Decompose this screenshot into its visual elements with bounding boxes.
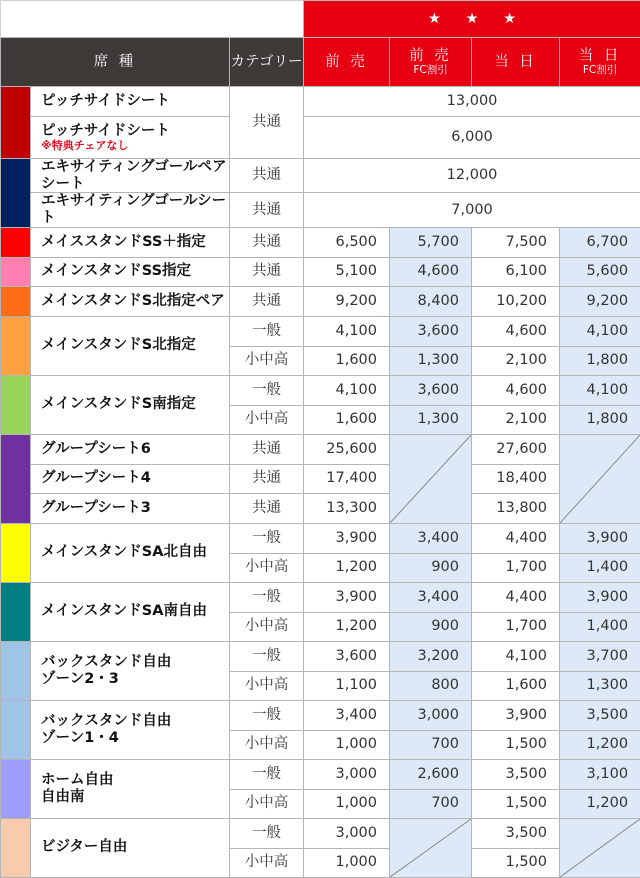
price-cell: 4,100 [304,316,390,346]
category-cell: 共通 [230,159,304,193]
price-cell: 1,400 [560,553,640,582]
col-header-sameday-label: 当 日 [494,54,537,70]
seat-zone: ゾーン1・4 [41,730,119,746]
seat-name: ピッチサイドシート [31,87,230,117]
price-cell: 3,600 [304,641,390,671]
price-cell: 1,300 [390,346,472,375]
seat-name: グループシート6 [31,434,230,464]
table-row [1,375,640,405]
seat-name: メイススタンドSS＋指定 [31,227,230,257]
price-cell: 4,400 [472,523,560,553]
not-applicable-cell [390,434,472,523]
price-cell: 1,600 [472,671,560,700]
category-cell: 一般 [230,759,304,789]
diagonal-slash-icon [390,435,471,523]
price-cell: 1,700 [472,553,560,582]
col-header-advance-fc [390,38,472,87]
price-cell: 1,000 [304,848,390,877]
price-cell: 7,000 [304,193,640,227]
seat-name: エキサイティングゴールペアシート [31,159,230,193]
table-row [1,193,640,227]
category-cell: 一般 [230,641,304,671]
col-header-sameday-fc-label: 当 日 [579,48,622,64]
price-cell: 1,100 [304,671,390,700]
stars-rating: ★ ★ ★ [304,1,640,38]
category-cell: 共通 [230,193,304,227]
col-header-sameday-fc-sub: FC割引 [560,64,640,76]
price-cell: 3,900 [560,582,640,612]
not-applicable-cell [390,818,472,877]
color-swatch-group [1,434,31,523]
price-cell: 4,600 [472,375,560,405]
price-cell: 3,900 [304,523,390,553]
col-header-advance-fc-sub: FC割引 [390,64,471,76]
price-cell: 1,300 [390,405,472,434]
table-row [1,523,640,553]
diagonal-slash-icon [390,819,471,877]
price-cell: 1,200 [560,730,640,759]
color-swatch-pitchside [1,87,31,159]
price-cell: 4,600 [390,257,472,286]
price-cell: 3,500 [560,700,640,730]
price-cell: 3,000 [304,818,390,848]
category-cell: 小中高 [230,346,304,375]
seat-name: ピッチサイドシート [41,123,170,139]
price-cell: 10,200 [472,286,560,316]
table-row [1,316,640,346]
category-cell: 小中高 [230,553,304,582]
price-cell: 3,100 [560,759,640,789]
price-cell: 3,000 [390,700,472,730]
color-swatch-back-23 [1,641,31,700]
price-cell: 3,600 [390,375,472,405]
price-cell: 9,200 [560,286,640,316]
price-cell: 1,800 [560,346,640,375]
price-cell: 3,400 [304,700,390,730]
category-cell: 小中高 [230,789,304,818]
price-cell: 1,500 [472,730,560,759]
price-cell: 4,400 [472,582,560,612]
category-cell: 共通 [230,87,304,159]
category-header: カテゴリー [230,38,304,87]
table-row [1,227,640,257]
price-cell: 5,600 [560,257,640,286]
color-swatch-s-south [1,375,31,434]
price-cell: 9,200 [304,286,390,316]
price-cell: 6,500 [304,227,390,257]
header-blank [1,1,304,38]
table-row [1,117,640,159]
category-cell: 小中高 [230,612,304,641]
category-cell: 共通 [230,434,304,464]
seat-name: メインスタンドS北指定 [31,316,230,375]
col-header-advance [304,38,390,87]
price-cell: 8,400 [390,286,472,316]
price-cell: 4,100 [304,375,390,405]
seat-name-cell [31,759,230,818]
seat-name: グループシート3 [31,493,230,523]
price-cell: 3,900 [472,700,560,730]
price-cell: 700 [390,730,472,759]
category-cell: 共通 [230,464,304,493]
seat-zone: 自由南 [41,789,85,805]
category-cell: 一般 [230,818,304,848]
seat-name: バックスタンド自由 [41,713,171,729]
price-cell: 700 [390,789,472,818]
color-swatch-s-north-pair [1,286,31,316]
seat-name: メインスタンドSS指定 [31,257,230,286]
price-cell: 900 [390,612,472,641]
seat-zone: ゾーン2・3 [41,671,119,687]
col-header-sameday [472,38,560,87]
color-swatch-ss [1,257,31,286]
price-cell: 17,400 [304,464,390,493]
seat-name: メインスタンドS南指定 [31,375,230,434]
price-cell: 25,600 [304,434,390,464]
price-cell: 1,300 [560,671,640,700]
category-cell: 共通 [230,227,304,257]
price-cell: 18,400 [472,464,560,493]
color-swatch-exciting [1,159,31,228]
price-cell: 5,100 [304,257,390,286]
price-cell: 3,500 [472,759,560,789]
price-cell: 13,800 [472,493,560,523]
price-cell: 3,400 [390,523,472,553]
price-cell: 3,900 [560,523,640,553]
color-swatch-sa-north [1,523,31,582]
table-row [1,464,640,493]
price-cell: 3,400 [390,582,472,612]
price-cell: 1,800 [560,405,640,434]
not-applicable-cell [560,434,640,523]
category-cell: 共通 [230,493,304,523]
price-cell: 1,000 [304,789,390,818]
category-cell: 共通 [230,257,304,286]
table-row [1,493,640,523]
price-cell: 1,000 [304,730,390,759]
seat-name: バックスタンド自由 [41,654,171,670]
table-row [1,818,640,848]
price-cell: 1,500 [472,789,560,818]
price-cell: 4,100 [560,375,640,405]
color-swatch-back-14 [1,700,31,759]
color-swatch-visitor [1,818,31,877]
price-cell: 3,200 [390,641,472,671]
color-swatch-sa-south [1,582,31,641]
price-cell: 1,600 [304,405,390,434]
price-cell: 3,500 [472,818,560,848]
price-cell: 5,700 [390,227,472,257]
table-row [1,700,640,730]
seat-name: メインスタンドSA南自由 [31,582,230,641]
not-applicable-cell [560,818,640,877]
table-row [1,87,640,117]
seat-name: メインスタンドS北指定ペア [31,286,230,316]
price-cell: 2,100 [472,346,560,375]
price-cell: 12,000 [304,159,640,193]
category-cell: 一般 [230,375,304,405]
header-row-columns [1,38,640,87]
color-swatch-home [1,759,31,818]
price-cell: 900 [390,553,472,582]
price-cell: 1,200 [560,789,640,818]
seat-name-cell [31,641,230,700]
category-cell: 小中高 [230,405,304,434]
category-cell: 共通 [230,286,304,316]
color-swatch-ss-plus [1,227,31,257]
category-cell: 小中高 [230,848,304,877]
price-cell: 1,400 [560,612,640,641]
category-cell: 小中高 [230,671,304,700]
seat-type-header: 席 種 [1,38,230,87]
category-cell: 小中高 [230,730,304,759]
price-cell: 6,700 [560,227,640,257]
table-row [1,582,640,612]
diagonal-slash-icon [560,435,640,523]
price-cell: 3,700 [560,641,640,671]
table-row [1,759,640,789]
col-header-sameday-fc [560,38,640,87]
price-cell: 2,100 [472,405,560,434]
price-cell: 4,100 [560,316,640,346]
table-row [1,286,640,316]
price-cell: 6,100 [472,257,560,286]
col-header-advance-fc-label: 前 売 [409,48,452,64]
category-cell: 一般 [230,523,304,553]
seat-name: エキサイティングゴールシート [31,193,230,227]
category-cell: 一般 [230,582,304,612]
price-cell: 2,600 [390,759,472,789]
price-cell: 6,000 [304,117,640,159]
category-cell: 一般 [230,700,304,730]
table-row [1,159,640,193]
price-cell: 3,000 [304,759,390,789]
price-cell: 4,100 [472,641,560,671]
seat-name: ビジター自由 [31,818,230,877]
seat-name: グループシート4 [31,464,230,493]
price-cell: 3,600 [390,316,472,346]
price-cell: 4,600 [472,316,560,346]
seat-name-cell [31,117,230,159]
price-cell: 27,600 [472,434,560,464]
color-swatch-s-north [1,316,31,375]
col-header-advance-label: 前 売 [325,54,368,70]
seat-name: ホーム自由 [41,772,114,788]
price-cell: 1,600 [304,346,390,375]
seat-name: メインスタンドSA北自由 [31,523,230,582]
price-cell: 800 [390,671,472,700]
price-cell: 1,500 [472,848,560,877]
price-cell: 1,700 [472,612,560,641]
price-cell: 13,000 [304,87,640,117]
table-row [1,434,640,464]
table-row [1,257,640,286]
seat-name-cell [31,700,230,759]
category-cell: 一般 [230,316,304,346]
price-cell: 13,300 [304,493,390,523]
price-cell: 7,500 [472,227,560,257]
diagonal-slash-icon [560,819,640,877]
price-cell: 3,900 [304,582,390,612]
seat-note: ※特典チェアなし [41,140,229,153]
price-cell: 1,200 [304,612,390,641]
table-row [1,641,640,671]
price-cell: 1,200 [304,553,390,582]
header-row-stars [1,1,640,38]
